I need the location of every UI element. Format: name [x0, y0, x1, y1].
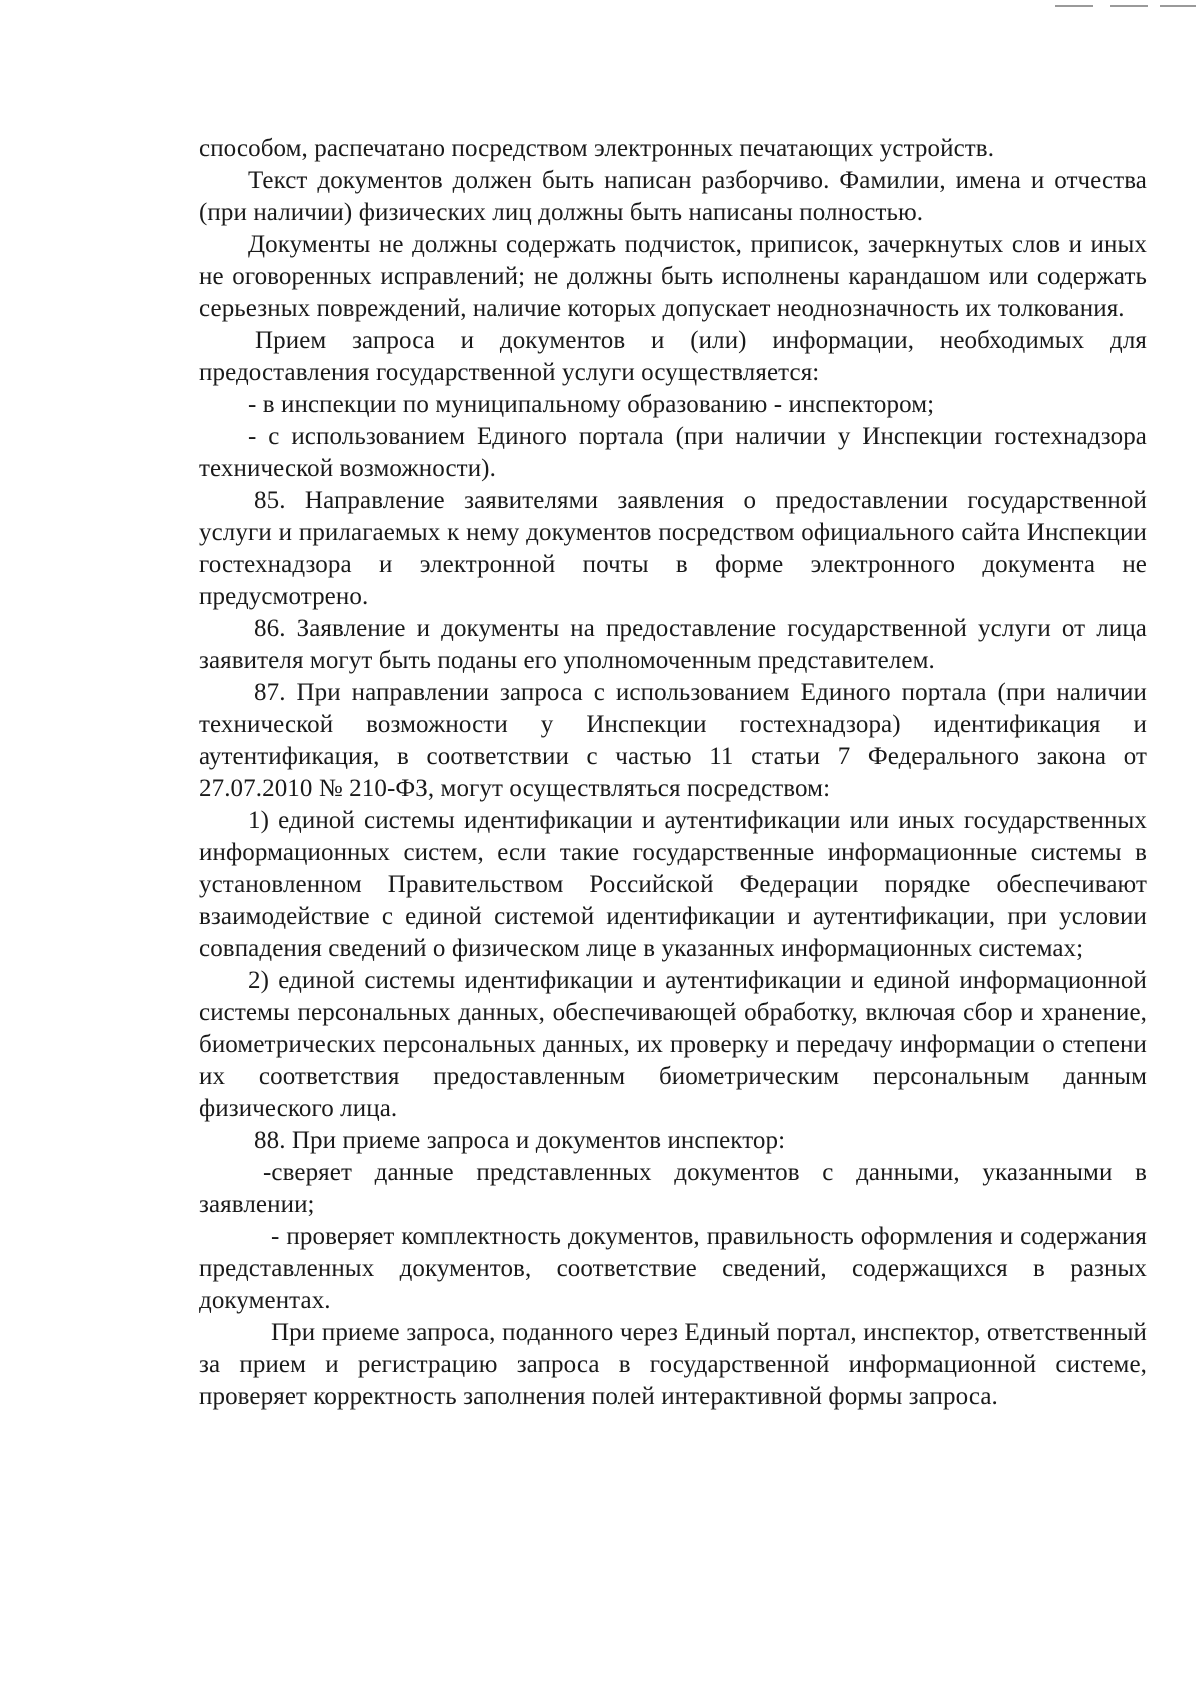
scan-edge-mark: [1110, 5, 1148, 7]
paragraph-legibility: Текст документов должен быть написан разборчиво. Фамилии, имена и отчества (при наличии) физических лиц должны быть написаны полностью.: [199, 167, 1147, 226]
paragraph-88: 88. При приеме запроса и документов инспектор:: [254, 1127, 786, 1154]
paragraph-86: 86. Заявление и документы на предоставление государственной услуги от лица заявителя могут быть поданы его уполномоченным представителем.: [199, 615, 1147, 674]
scan-edge-mark: [1055, 5, 1093, 7]
paragraph-reception: Прием запроса и документов и (или) информации, необходимых для предоставления государственной услуги осуществляется:: [199, 327, 1147, 386]
paragraph-85: 85. Направление заявителями заявления о предоставлении государственной услуги и прилагаемых к нему документов посредством официального сайта Инспекции гостехнадзора и электронной почты в форме электронного документа не предусмотрено.: [199, 487, 1147, 610]
paragraph-portal-check: При приеме запроса, поданного через Единый портал, инспектор, ответственный за прием и регистрацию запроса в государственной информационной системе, проверяет корректность заполнения полей интерактивной формы запроса.: [199, 1319, 1147, 1410]
list-item-inspection: - в инспекции по муниципальному образованию - инспектором;: [248, 391, 935, 418]
scan-edge-mark: [1160, 5, 1196, 7]
paragraph-corrections: Документы не должны содержать подчисток, приписок, зачеркнутых слов и иных не оговоренных исправлений; не должны быть исполнены карандашом или содержать серьезных повреждений, наличие которых допускает неоднозначность их толкования.: [199, 231, 1147, 322]
list-item-check: - проверяет комплектность документов, правильность оформления и содержания представленных документов, соответствие сведений, содержащихся в разных документах.: [199, 1223, 1147, 1314]
document-body: [199, 133, 1147, 1413]
list-item-portal: - с использованием Единого портала (при наличии у Инспекции гостехнадзора технической возможности).: [199, 423, 1147, 482]
paragraph-87: 87. При направлении запроса с использованием Единого портала (при наличии технической возможности у Инспекции гостехнадзора) идентификация и аутентификация, в соответствии с частью 11 статьи 7 Федерального закона от 27.07.2010 № 210-ФЗ, могут осуществляться посредством:: [199, 679, 1147, 802]
list-item-verify: -сверяет данные представленных документов с данными, указанными в заявлении;: [199, 1159, 1147, 1218]
list-item-2: 2) единой системы идентификации и аутентификации и единой информационной системы персональных данных, обеспечивающей обработку, включая сбор и хранение, биометрических персональных данных, их проверку и передачу информации о степени их соответствия предоставленным биометрическим персональным данным физического лица.: [199, 967, 1147, 1122]
list-item-1: 1) единой системы идентификации и аутентификации или иных государственных информационных систем, если такие государственные информационные системы в установленном Правительством Российской Федерации порядке обеспечивают взаимодействие с единой системой идентификации и аутентификации, при условии совпадения сведений о физическом лице в указанных информационных системах;: [199, 807, 1147, 962]
paragraph-continuation: способом, распечатано посредством электронных печатающих устройств.: [199, 135, 995, 162]
